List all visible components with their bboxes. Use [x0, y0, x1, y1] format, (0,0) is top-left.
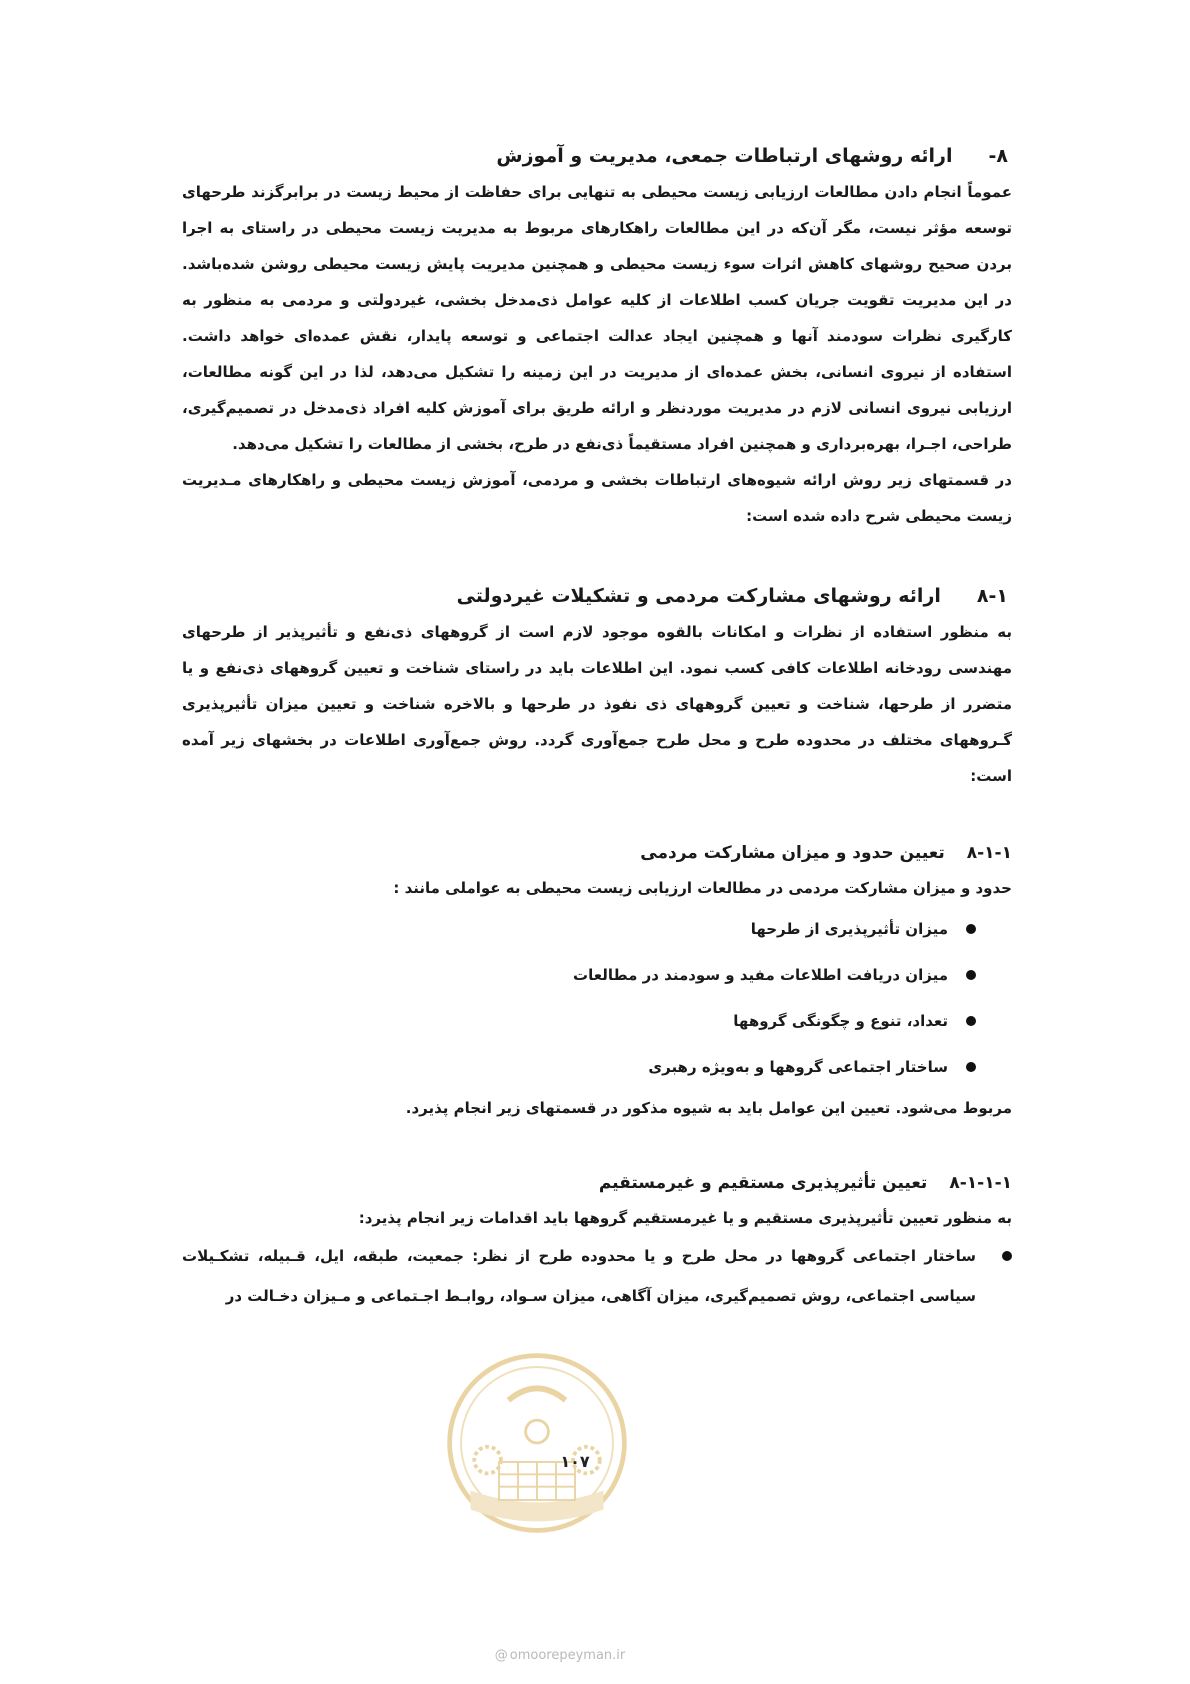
bullet-icon: [966, 924, 976, 934]
body-paragraph: مربوط می‌شود. تعیین این عوامل باید به شیوه مذکور در قسمتهای زیر انجام پذیرد.: [405, 1099, 1012, 1117]
bullet-icon: [966, 1016, 976, 1026]
body-paragraph: حدود و میزان مشارکت مردمی در مطالعات ارزیابی زیست محیطی به عواملی مانند :: [393, 879, 1012, 897]
section-title: ارائه روشهای ارتباطات جمعی، مدیریت و آموزش: [496, 145, 953, 167]
section-heading: [182, 138, 1012, 174]
subsection-title: تعیین تأثیرپذیری مستقیم و غیرمستقیم: [598, 1173, 928, 1193]
document-body: [182, 138, 1012, 1316]
bullet-paragraph: ساختار اجتماعی گروهها در محل طرح و یا محدوده طرح از نظر: جمعیت، طبقه، ایل، قـبیله، تشکـیلات سیاسی اجتماعی، روش تصمیم‌گیری، میزان آگاهی، میزان سـواد، روابـط اجـتماعی و مـیزان دخـالت در: [182, 1236, 1012, 1316]
list-item: میزان تأثیرپذیری از طرحها: [182, 906, 976, 952]
bullet-icon: [1002, 1251, 1012, 1261]
subsection-number: ۸-۱-۱: [966, 843, 1012, 863]
publisher-seal-watermark-icon: [442, 1348, 632, 1538]
footer-website: [460, 1648, 660, 1663]
list-item: میزان دریافت اطلاعات مفید و سودمند در مطالعات: [182, 952, 976, 998]
at-sign-icon: @: [494, 1648, 508, 1663]
list-item: تعداد، تنوع و چگونگی گروهها: [182, 998, 976, 1044]
subsection-title: تعیین حدود و میزان مشارکت مردمی: [640, 843, 945, 863]
section-number: ۸-۱: [976, 585, 1008, 607]
body-paragraph: به منظور تعیین تأثیرپذیری مستقیم و یا غیرمستقیم گروهها باید اقدامات زیر انجام پذیرد:: [358, 1209, 1012, 1227]
bullet-icon: [966, 1062, 976, 1072]
body-paragraph: در قسمتهای زیر روش ارائه شیوه‌های ارتباطات بخشی و مردمی، آموزش زیست محیطی و راهکارهای مـدیریت زیست محیطی شرح داده شده است:: [182, 471, 1012, 525]
section-number: ۸-: [988, 145, 1008, 167]
subsection-heading: [182, 836, 1012, 870]
body-paragraph: به منظور استفاده از نظرات و امکانات بالقوه موجود لازم است از گروههای ذی‌نفع و تأثیرپذیر از طرحهای مهندسی رودخانه اطلاعات کافی کسب نمود. این اطلاعات باید در راستای شناخت و تعیین گروههای ذی‌نفع و یا متضرر از طرحها، شناخت و تعیین گروههای ذی نفوذ در طرحها و بالاخره شناخت و تعیین میزان تأثیرپذیری گـروههای مختلف در محدوده طرح و محل طرح جمع‌آوری گردد. روش جمع‌آوری اطلاعات در بخشهای زیر آمده است:: [182, 623, 1012, 785]
bullet-list: [182, 906, 1012, 1090]
list-item: ساختار اجتماعی گروهها و به‌ویژه رهبری: [182, 1044, 976, 1090]
subsection-number: ۸-۱-۱-۱: [949, 1173, 1012, 1193]
bullet-icon: [966, 970, 976, 980]
section-title: ارائه روشهای مشارکت مردمی و تشکیلات غیردولتی: [456, 585, 941, 607]
page-number: ۱۰۷: [560, 1452, 590, 1471]
subsection-heading: [182, 1166, 1012, 1200]
footer-url-text: omoorepeyman.ir: [509, 1648, 626, 1663]
section-heading: [182, 578, 1012, 614]
body-paragraph: عموماً انجام دادن مطالعات ارزیابی زیست محیطی به تنهایی برای حفاظت از محیط زیست در برابرگزند طرحهای توسعه مؤثر نیست، مگر آن‌که در این مطالعات راهکارهای مربوط به مدیریت زیست محیطی در راستای به اجرا بردن صحیح روشهای کاهش اثرات سوء زیست محیطی و همچنین مدیریت پایش زیست محیطی روشن شده‌باشد. در این مدیریت تقویت جریان کسب اطلاعات از کلیه عوامل ذی‌مدخل بخشی، غیردولتی و مردمی به منظور به کارگیری نظرات سودمند آنها و همچنین ایجاد عدالت اجتماعی و توسعه پایدار، نقش عمده‌ای خواهد داشت. استفاده از نیروی انسانی، بخش عمده‌ای از مدیریت در این زمینه را تشکیل می‌دهد، لذا در این گونه مطالعات، ارزیابی نیروی انسانی لازم در مدیریت موردنظر و ارائه طریق برای آموزش کلیه افراد ذی‌مدخل در تصمیم‌گیری، طراحی، اجـرا، بهره‌برداری و همچنین افراد مستقیماً ذی‌نفع در طرح، بخشی از مطالعات را تشکیل می‌دهد.: [182, 183, 1012, 453]
